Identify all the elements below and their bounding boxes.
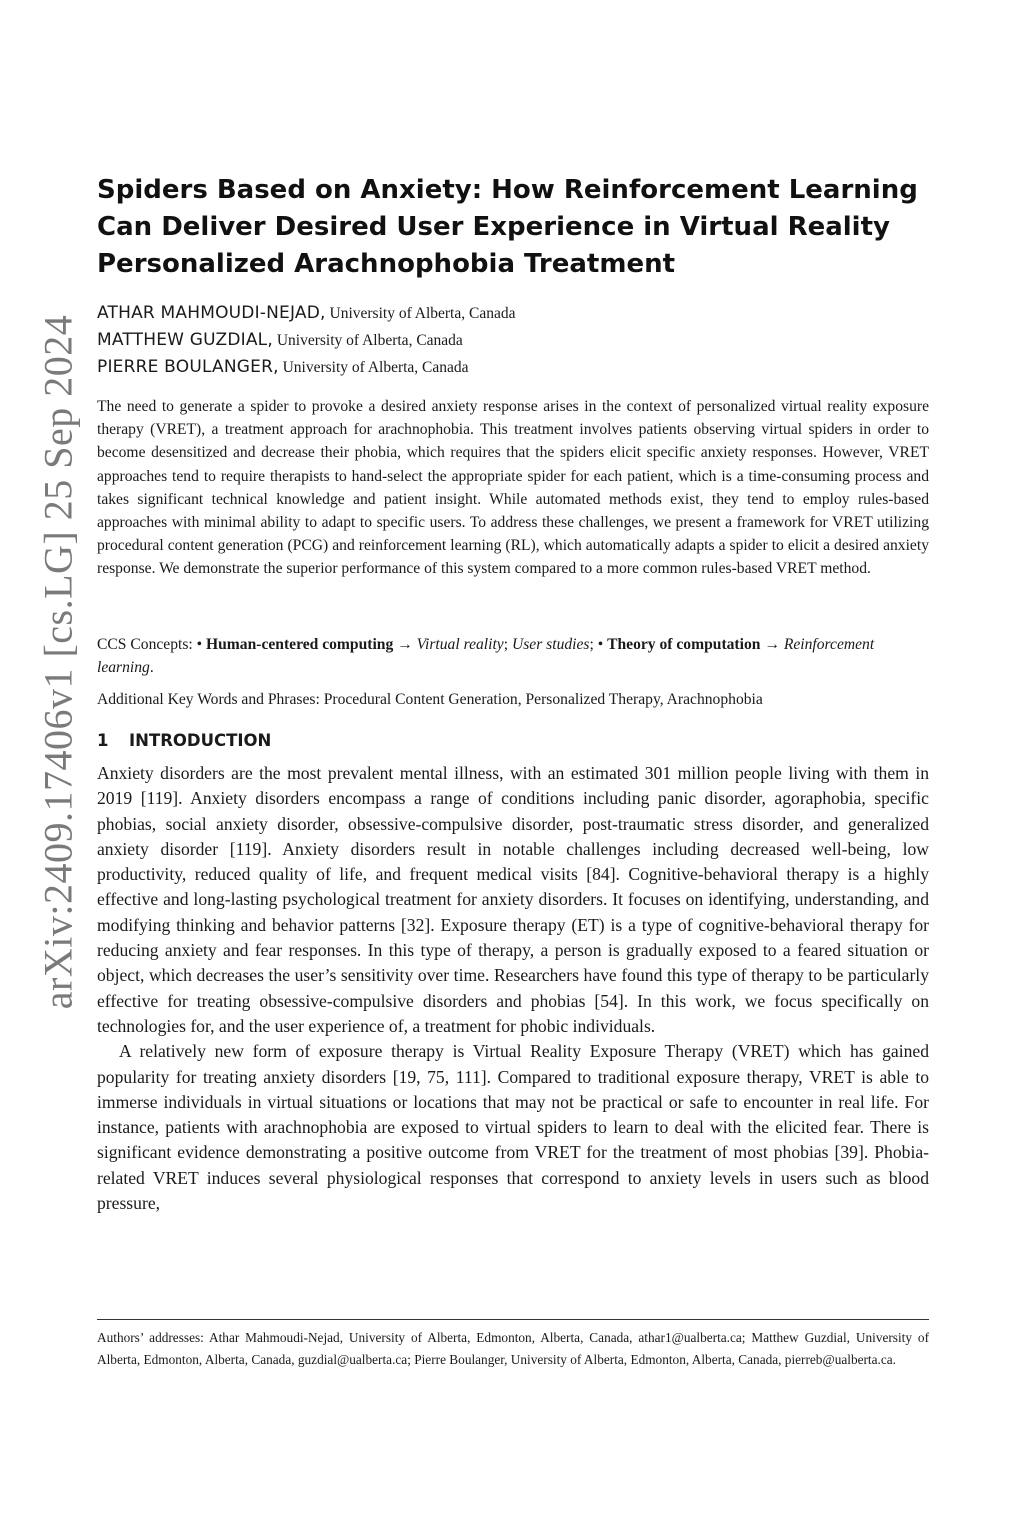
section-title: INTRODUCTION — [129, 731, 272, 750]
ccs-concept: Human-centered computing — [206, 636, 394, 653]
paragraph: A relatively new form of exposure therapy is Virtual Reality Exposure Therapy (VRET) which has gained popularity for treating anxiety disorders [19, 75, 111]. Compared to traditional exposure therapy, VRET is able to immerse individuals in virtual situations or locations that may not be practical or safe to encounter in real life. For instance, patients with arachnophobia are exposed to virtual spiders to learn to deal with the elicited fear. There is significant evidence demonstrating a positive outcome from VRET for the treatment of most phobias [39]. Phobia-related VRET induces several physiological responses that correspond to anxiety levels in users such as blood pressure, — [97, 1041, 929, 1214]
arxiv-identifier: arXiv:2409.17406v1 [cs.LG] 25 Sep 2024 — [35, 314, 81, 1010]
introduction-body — [97, 761, 929, 1216]
author-name: PIERRE BOULANGER, — [97, 357, 279, 377]
authors-addresses-footnote: Authors’ addresses: Athar Mahmoudi-Nejad, University of Alberta, Edmonton, Alberta, Canada, athar1@ualberta.ca; Matthew Guzdial, University of Alberta, Edmonton, Alberta, Canada, guzdial@ualberta.ca; Pierre Boulanger, University of Alberta, Edmonton, Alberta, Canada, pierreb@ualberta.ca. — [97, 1330, 929, 1367]
ccs-separator: ; — [503, 636, 512, 653]
ccs-label: CCS Concepts: — [97, 636, 197, 653]
ccs-subconcept: Virtual reality — [416, 636, 504, 653]
footnote-divider — [97, 1319, 929, 1320]
author-affiliation: University of Alberta, Canada — [278, 359, 469, 376]
ccs-bullet: • — [597, 636, 608, 653]
abstract: The need to generate a spider to provoke a desired anxiety response arises in the context of personalized virtual reality exposure therapy (VRET), a treatment approach for arachnophobia. This treatment involves patients observing virtual spiders in order to become desensitized and decrease their phobia, which requires that the spiders elicit specific anxiety responses. However, VRET approaches tend to require therapists to hand-select the appropriate spider for each patient, which is a time-consuming process and takes significant technical knowledge and patient insight. While automated methods exist, they tend to employ rules-based approaches with minimal ability to adapt to specific users. To address these challenges, we present a framework for VRET utilizing procedural content generation (PCG) and reinforcement learning (RL), which automatically adapts a spider to elicit a desired anxiety response. We demonstrate the superior performance of this system compared to a more common rules-based VRET method. — [97, 398, 929, 578]
ccs-end: . — [149, 659, 154, 676]
author-affiliation: University of Alberta, Canada — [272, 332, 463, 349]
keywords: Additional Key Words and Phrases: Procedural Content Generation, Personalized Therapy, Arachnophobia — [97, 691, 763, 708]
ccs-concepts — [97, 633, 929, 679]
author-name: MATTHEW GUZDIAL, — [97, 330, 273, 350]
author-list — [97, 300, 515, 381]
author-affiliation: University of Alberta, Canada — [325, 305, 516, 322]
ccs-arrow: → — [760, 636, 784, 653]
section-number: 1 — [97, 731, 109, 750]
section-heading — [97, 731, 271, 750]
paper-title: Spiders Based on Anxiety: How Reinforcement Learning Can Deliver Desired User Experience in Virtual Reality Personalized Arachnophobia Treatment — [97, 175, 918, 279]
author-name: ATHAR MAHMOUDI-NEJAD, — [97, 303, 326, 323]
ccs-concept: Theory of computation — [607, 636, 761, 653]
ccs-subconcept: Reinforcement learning — [97, 636, 875, 676]
ccs-subconcept: User studies — [511, 636, 590, 653]
author-3 — [97, 354, 515, 381]
author-2 — [97, 327, 515, 354]
ccs-arrow: → — [393, 636, 417, 653]
ccs-separator: ; — [589, 636, 598, 653]
ccs-bullet: • — [196, 636, 206, 653]
paragraph: Anxiety disorders are the most prevalent mental illness, with an estimated 301 million people living with them in 2019 [119]. Anxiety disorders encompass a range of conditions including panic disorder, agoraphobia, specific phobias, social anxiety disorder, obsessive-compulsive disorder, post-traumatic stress disorder, and generalized anxiety disorder [119]. Anxiety disorders result in notable challenges including decreased well-being, low productivity, reduced quality of life, and frequent medical visits [84]. Cognitive-behavioral therapy is a highly effective and long-lasting psychological treatment for anxiety disorders. It focuses on identifying, understanding, and modifying thinking and behavior patterns [32]. Exposure therapy (ET) is a type of cognitive-behavioral therapy for reducing anxiety and fear responses. In this type of therapy, a person is gradually exposed to a feared situation or object, which decreases the user’s sensitivity over time. Researchers have found this type of therapy to be particularly effective for treating obsessive-compulsive disorders and phobias [54]. In this work, we focus specifically on technologies for, and the user experience of, a treatment for phobic individuals. — [97, 763, 929, 1036]
author-1 — [97, 300, 515, 327]
